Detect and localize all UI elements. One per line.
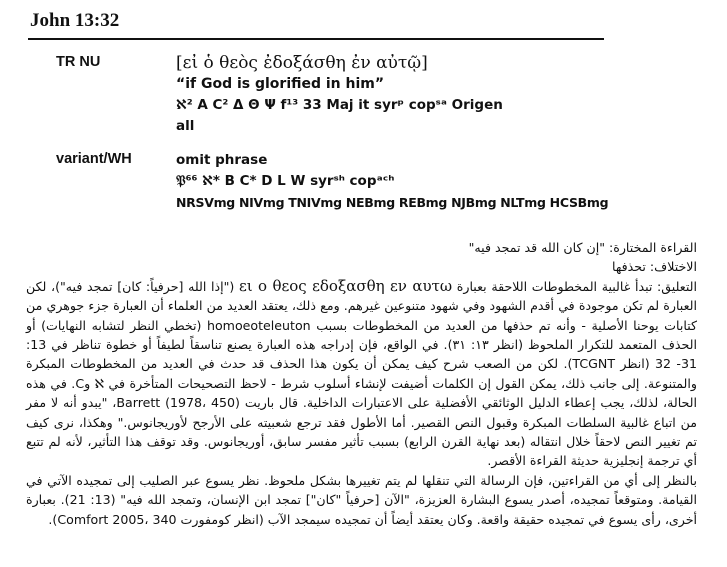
- version-support: all: [176, 118, 195, 134]
- version-support: NRSVmg NIVmg TNIVmg NEBmg REBmg NJBmg NLTmg HCSBmg: [176, 195, 609, 210]
- arabic-commentary: [26, 238, 697, 529]
- chosen-reading: القراءة المختارة: "إن كان الله قد تمجد فيه": [468, 240, 697, 255]
- commentary-paragraph-1: [26, 277, 697, 471]
- variant-text: omit phrase: [176, 152, 268, 168]
- commentary-paragraph-2: بالنظر إلى أي من القراءتين، فإن الرسالة التي تنقلها لم يتم تغييرها بشكل ملحوظ. نظر يسوع عبر الصليب إلى تمجيده الآتي في القيامة. ومتوقعاً تمجيده، أصدر يسوع البشارة العزيزة، "الآن [حرفياً "كان"] تمجد ابن الإنسان، وتمجد الله فيه" (13: 21). بعبارة أخرى، رأى يسوع في تمجيده حقيقة واقعة. وكان يعتقد أيضاً أن تمجيده سيمجد الآب (انظر كومفورت Comfort 2005، 340).: [26, 472, 697, 527]
- greek-reading: [εἰ ὁ θεὸς ἐδοξάσθη ἐν αὐτῷ]: [176, 53, 428, 73]
- manuscript-witnesses: 𝔓⁶⁶ ℵ* B C* D L W syrˢʰ copᵃᶜʰ: [176, 173, 395, 189]
- reading-content: [176, 150, 696, 213]
- reading-label: variant/WH: [56, 151, 132, 167]
- reading-content: [176, 52, 696, 137]
- commentary-body: ("إذا الله [حرفياً: كان] تمجد فيه")، لكن العبارة لم تكن موجودة في أقدم الشهود وفي شهود متنوعين غيرهم. ومع ذلك، يعتقد العديد من العلماء أن العبارة جزء جوهري من كتابات يوحنا الأصلية - وأنه تم حذفها من العديد من المخطوطات بسبب homoeoteleuton (تخطي النظر لتشابه النهايات) أو الحذف المتعمد للتكرار الملحوظ (انظر ١٣: ٣١). في الواقع، فإن إدراجه هذه العبارة يصنع تناسقاً لطيفاً أو خطوة تناظر في 13: 31- 32 (انظر TCGNT). لكن من الصعب شرح كيف يمكن أن يكون هذا الحذف قد حدث في العديد من المخطوطات المبكرة والمتنوعة. إلى جانب ذلك، يمكن القول إن الكلمات أضيفت لإنشاء أسلوب شرط - لاحظ التصحيحات المتأخرة في ℵ وC. في هذه الحالة، لذلك، يجب إعطاء الدليل الوثائقي الأفضلية على الاعتبارات الداخلية. قال باريت Barrett (1978، 450)، "يبدو أنه لا مفر من اتباع غالبية السلطات المبكرة وقبول النص القصير. أما الأطول فقد ترجع شعبيته على الأرجح لأوريجانوس." وهكذا، نرى كيف تم تغيير النص لاحقاً خلال انتقاله (بعد نهاية القرن الرابع) بسبب تأثير مفسر سابق، أوريجانوس. وقد توقف هذا التأثير، لأنه لم تتبع أي ترجمة إنجليزية حديثة القراءة الأقصر.: [26, 278, 698, 469]
- variant-summary: الاختلاف: تحذفها: [612, 259, 697, 275]
- header-rule: [28, 38, 604, 40]
- reading-label: TR NU: [56, 54, 101, 70]
- commentary-lead: التعليق: تبدأ غالبية المخطوطات اللاحقة بعبارة: [456, 278, 697, 294]
- passage-reference: John 13:32: [30, 10, 120, 31]
- inline-greek-phrase: ει ο θεος εδοξασθη εν αυτω: [238, 276, 453, 295]
- english-gloss: “if God is glorified in him”: [176, 76, 385, 92]
- manuscript-witnesses: ℵ² A C² Δ Θ Ψ f¹³ 33 Maj it syrᵖ copˢᵃ Origen: [176, 97, 503, 113]
